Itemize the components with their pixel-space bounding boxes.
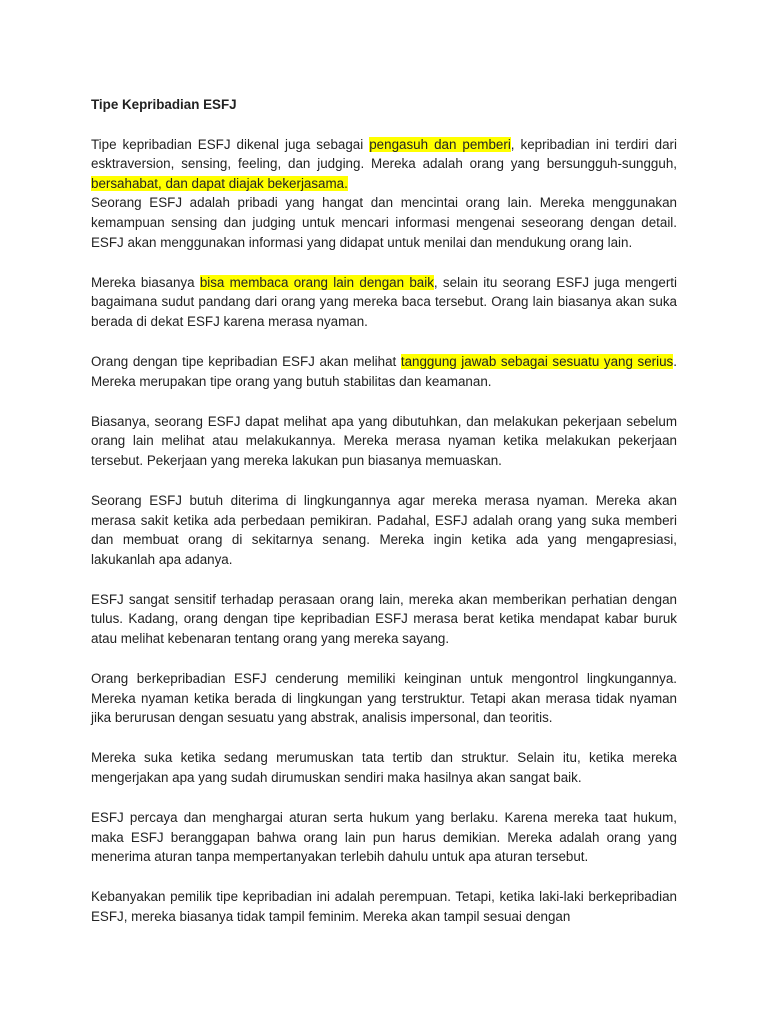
- paragraph-text: Seorang ESFJ adalah pribadi yang hangat dan mencintai orang lain. Mereka menggunakan kemampuan sensing dan judging untuk mencari informasi mengenai seseorang dengan detail. ESFJ akan menggunakan informasi yang didapat untuk menilai dan mendukung orang lain.: [91, 195, 677, 250]
- paragraph: [91, 273, 677, 332]
- paragraph: [91, 669, 677, 728]
- paragraph-text: Seorang ESFJ butuh diterima di lingkungannya agar mereka merasa nyaman. Mereka akan merasa sakit ketika ada perbedaan pemikiran. Padahal, ESFJ adalah orang yang suka memberi dan membuat orang di sekitarnya senang. Mereka ingin ketika ada yang mengapresiasi, lakukanlah apa adanya.: [91, 492, 677, 567]
- paragraph-text: , selain itu seorang ESFJ juga mengerti bagaimana sudut pandang dari orang yang mereka baca tersebut. Orang lain biasanya akan suka berada di dekat ESFJ karena merasa nyaman.: [91, 274, 677, 329]
- paragraph: [91, 412, 677, 471]
- highlighted-text: pengasuh dan pemberi: [369, 136, 511, 152]
- paragraph: [91, 590, 677, 649]
- paragraph-text: Orang dengan tipe kepribadian ESFJ akan melihat: [91, 353, 401, 369]
- paragraph: [91, 887, 677, 926]
- paragraph: [91, 352, 677, 391]
- document-body: [91, 95, 677, 947]
- paragraph: [91, 748, 677, 787]
- highlighted-text: tanggung jawab sebagai sesuatu yang serius: [400, 353, 674, 369]
- paragraph-list: [91, 135, 677, 927]
- paragraph: [91, 491, 677, 569]
- highlighted-text: bisa membaca orang lain dengan baik: [199, 274, 434, 290]
- paragraph-text: . Mereka merupakan tipe orang yang butuh stabilitas dan keamanan.: [91, 353, 677, 389]
- paragraph-text: Tipe kepribadian ESFJ dikenal juga sebagai: [91, 136, 370, 152]
- paragraph-text: ESFJ sangat sensitif terhadap perasaan orang lain, mereka akan memberikan perhatian dengan tulus. Kadang, orang dengan tipe kepribadian ESFJ merasa berat ketika mendapat kabar buruk atau melihat kebenaran tentang orang yang mereka sayang.: [91, 591, 677, 646]
- paragraph-text: Mereka suka ketika sedang merumuskan tata tertib dan struktur. Selain itu, ketika mereka mengerjakan apa yang sudah dirumuskan sendiri maka hasilnya akan sangat baik.: [91, 750, 677, 785]
- paragraph: [91, 808, 677, 867]
- paragraph: [91, 193, 677, 252]
- paragraph-text: Kebanyakan pemilik tipe kepribadian ini adalah perempuan. Tetapi, ketika laki-laki berkepribadian ESFJ, mereka biasanya tidak tampil feminim. Mereka akan tampil sesuai dengan: [91, 889, 677, 924]
- paragraph: [91, 135, 677, 194]
- paragraph-text: , kepribadian ini terdiri dari esktraversion, sensing, feeling, dan judging. Mereka adalah orang yang bersungguh-sungguh,: [91, 136, 677, 172]
- paragraph-text: Mereka biasanya: [91, 274, 200, 290]
- document-title: Tipe Kepribadian ESFJ: [91, 97, 237, 112]
- paragraph-text: ESFJ percaya dan menghargai aturan serta hukum yang berlaku. Karena mereka taat hukum, maka ESFJ beranggapan bahwa orang lain pun harus demikian. Mereka adalah orang yang menerima aturan tanpa mempertanyakan terlebih dahulu untuk apa aturan tersebut.: [91, 810, 677, 865]
- highlighted-text: bersahabat, dan dapat diajak bekerjasama.: [91, 175, 348, 191]
- paragraph-text: Biasanya, seorang ESFJ dapat melihat apa yang dibutuhkan, dan melakukan pekerjaan sebelum orang lain melihat atau melakukannya. Mereka merasa nyaman ketika melakukan pekerjaan tersebut. Pekerjaan yang mereka lakukan pun biasanya memuaskan.: [91, 413, 677, 468]
- paragraph-text: Orang berkepribadian ESFJ cenderung memiliki keinginan untuk mengontrol lingkungannya. Mereka nyaman ketika berada di lingkungan yang terstruktur. Tetapi akan merasa tidak nyaman jika berurusan dengan sesuatu yang abstrak, analisis impersonal, dan teoritis.: [91, 671, 677, 726]
